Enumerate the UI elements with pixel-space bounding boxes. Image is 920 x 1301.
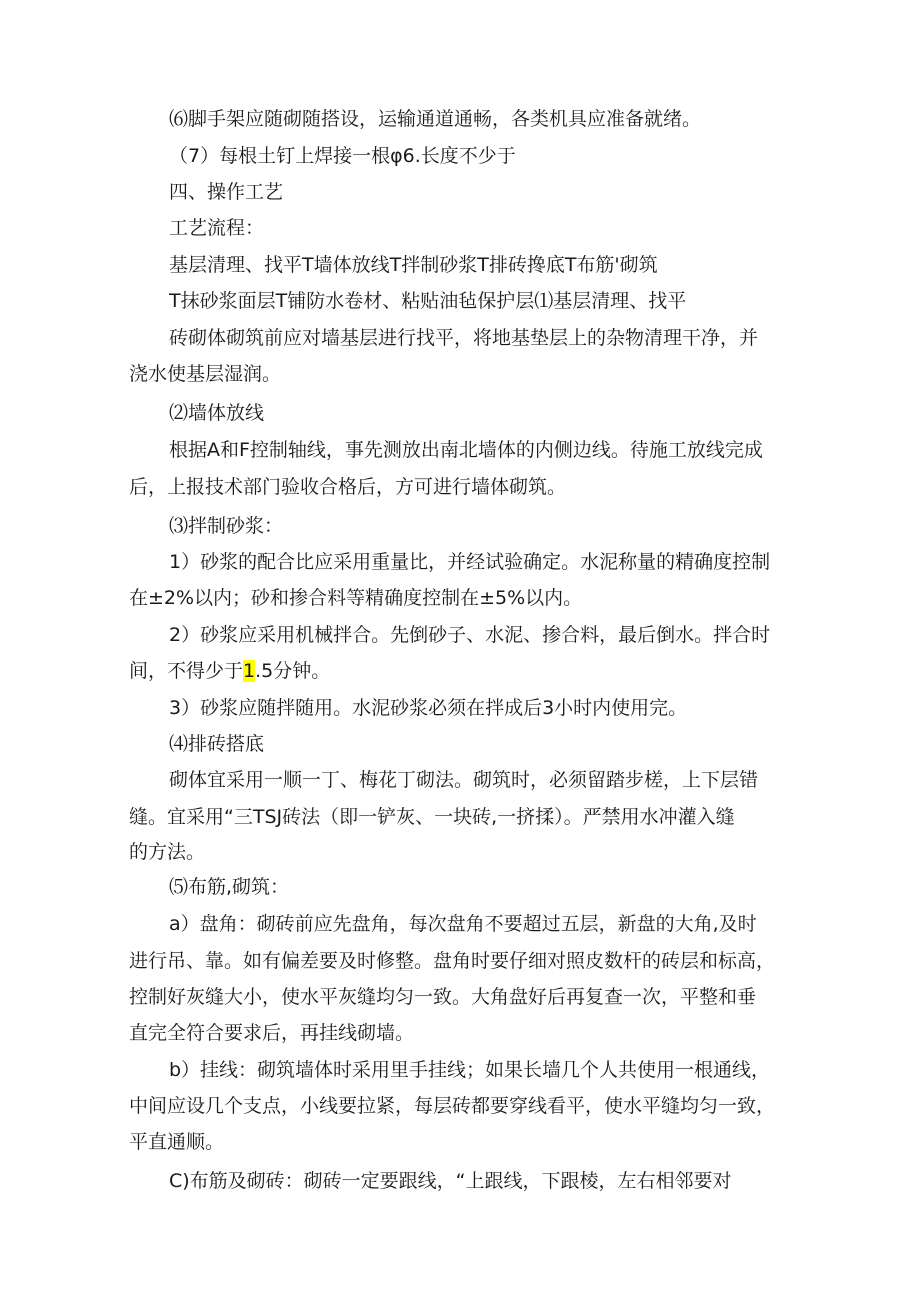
text-line: a）盘角：砌砖前应先盘角，每次盘角不要超过五层，新盘的大角,及时 bbox=[169, 913, 757, 935]
text-line: T抹砂浆面层T铺防水卷材、粘贴油毡保护层⑴基层清理、找平 bbox=[169, 290, 687, 312]
text-line: 1）砂浆的配合比应采用重量比，并经试验确定。水泥称量的精确度控制 bbox=[169, 551, 771, 573]
subsection-heading: ⑶拌制砂浆： bbox=[169, 515, 284, 537]
text-line: 直完全符合要求后，再挂线砌墙。 bbox=[129, 1022, 415, 1044]
text-line: （7）每根土钉上焊接一根φ6.长度不少于 bbox=[169, 145, 516, 167]
text-line: 2）砂浆应采用机械拌合。先倒砂子、水泥、掺合料，最后倒水。拌合时 bbox=[169, 624, 771, 646]
text-segment: 间，不得少于 bbox=[129, 660, 244, 682]
text-line: 控制好灰缝大小，使水平灰缝均匀一致。大角盘好后再复查一次，平整和垂 bbox=[129, 986, 757, 1008]
text-line: 在±2%以内；砂和掺合料等精确度控制在±5%以内。 bbox=[129, 587, 583, 609]
text-line: 后，上报技术部门验收合格后，方可进行墙体砌筑。 bbox=[129, 476, 567, 498]
text-line: 根据A和F控制轴线，事先测放出南北墙体的内侧边线。待施工放线完成 bbox=[169, 439, 763, 461]
text-line: 3）砂浆应随拌随用。水泥砂浆必须在拌成后3小时内使用完。 bbox=[169, 697, 688, 719]
text-line: 中间应设几个支点，小线要拉紧，每层砖都要穿线看平，使水平缝均匀一致， bbox=[129, 1095, 776, 1117]
text-line: 砌体宜采用一顺一丁、梅花丁砌法。砌筑时，必须留踏步槎，上下层错 bbox=[169, 769, 759, 791]
text-line: 的方法。 bbox=[129, 841, 206, 863]
text-line: 基层清理、找平T墙体放线T拌制砂浆T排砖搀底T布筋'砌筑 bbox=[169, 254, 658, 276]
text-line: 缝。宜采用“三TSJ砖法（即一铲灰、一块砖,一挤揉）。严禁用水冲灌入缝 bbox=[129, 806, 735, 828]
subsection-heading: ⑷排砖搭底 bbox=[169, 733, 265, 755]
highlight-mark: 1 bbox=[243, 660, 256, 682]
subsection-heading: ⑵墙体放线 bbox=[169, 402, 265, 424]
text-line: 平直通顺。 bbox=[129, 1131, 225, 1153]
section-heading: 四、操作工艺 bbox=[169, 181, 284, 203]
text-line: 进行吊、靠。如有偏差要及时修整。盘角时要仔细对照皮数杆的砖层和标高， bbox=[129, 950, 776, 972]
subsection-heading: ⑸布筋,砌筑： bbox=[169, 876, 290, 898]
text-line: 工艺流程： bbox=[169, 217, 265, 239]
text-segment: .5分钟。 bbox=[255, 660, 331, 682]
text-line: ⑹脚手架应随砌随搭设，运输通道通畅，各类机具应准备就绪。 bbox=[169, 108, 702, 130]
text-line bbox=[129, 659, 330, 683]
text-line: b）挂线：砌筑墙体时采用里手挂线；如果长墙几个人共使用一根通线， bbox=[169, 1059, 771, 1081]
text-line: 浇水使基层湿润。 bbox=[129, 363, 282, 385]
text-line: 砖砌体砌筑前应对墙基层进行找平，将地基垫层上的杂物清理干净，并 bbox=[169, 327, 759, 349]
text-line: C)布筋及砌砖：砌砖一定要跟线，“上跟线，下跟棱，左右相邻要对 bbox=[169, 1170, 732, 1192]
